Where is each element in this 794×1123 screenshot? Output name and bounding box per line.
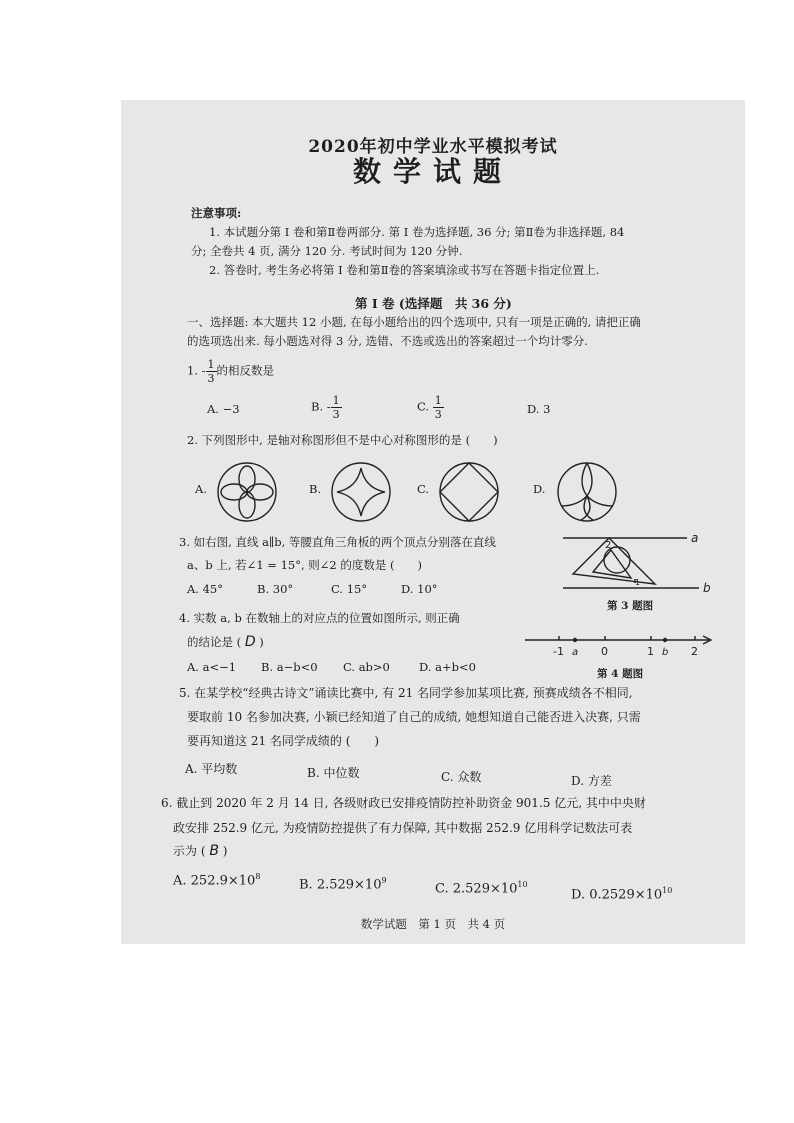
page-footer: 数学试题 第 1 页 共 4 页 <box>360 917 506 931</box>
q4-axis-a: a <box>572 647 579 658</box>
q2-option-d-label: D. <box>533 482 546 496</box>
q3-option-a: A. 45° <box>187 582 223 596</box>
q1-option-d: D. 3 <box>527 402 551 416</box>
q2-figure-b <box>329 460 393 524</box>
q1-stem-fraction <box>206 358 217 385</box>
notice-line-1b: 分; 全卷共 4 页, 满分 120 分. 考试时间为 120 分钟. <box>191 244 463 258</box>
q6-option-b <box>299 876 387 892</box>
q4-axis-b: b <box>662 647 669 658</box>
q3-option-d: D. 10° <box>401 582 438 596</box>
q1-option-c <box>417 394 444 421</box>
section-title: 第 I 卷 (选择题 共 36 分) <box>355 296 512 311</box>
q2-option-c-label: C. <box>417 482 430 496</box>
q1-stem-sign: - <box>201 363 206 378</box>
q1-stem-denominator: 3 <box>207 372 215 385</box>
q1-option-b <box>311 394 342 421</box>
q1-stem <box>187 358 274 385</box>
exam-main-title: 数学试题 <box>352 155 513 188</box>
q6-option-a-base: A. 252.9×10 <box>173 873 256 889</box>
q4-fig-caption: 第 4 题图 <box>597 668 644 680</box>
q5-option-d: D. 方差 <box>571 774 612 788</box>
q3-line-1: 3. 如右图, 直线 a∥b, 等腰直角三角板的两个顶点分别落在直线 <box>179 535 496 549</box>
q6-option-c <box>435 880 528 896</box>
q6-option-a <box>173 872 260 888</box>
q4-option-b: B. a−b<0 <box>261 660 318 674</box>
q1-stem-numerator: 1 <box>207 358 215 371</box>
notice-line-1a: 1. 本试题分第 I 卷和第Ⅱ卷两部分. 第 I 卷为选择题, 36 分; 第Ⅱ卷为非选择题, 84 <box>209 225 625 239</box>
q1-option-a: A. −3 <box>207 402 240 416</box>
q4-option-d: D. a+b<0 <box>419 660 476 674</box>
q6-option-b-exponent: 9 <box>381 876 387 885</box>
q1-stem-text: 的相反数是 <box>216 363 275 378</box>
q2-figure-a <box>215 460 279 524</box>
q6-line-3 <box>173 842 227 859</box>
q5-line-2: 要取前 10 名参加决赛, 小颖已经知道了自己的成绩, 她想知道自己能否进入决赛, 只需 <box>187 710 641 724</box>
q2-figure-c <box>437 460 501 524</box>
q1-option-b-fraction <box>331 394 342 421</box>
q1-option-c-fraction <box>433 394 444 421</box>
q4-handwritten-answer: D <box>244 634 256 650</box>
q3-fig-caption: 第 3 题图 <box>607 600 654 612</box>
q6-option-b-base: B. 2.529×10 <box>299 877 382 893</box>
q1-option-b-label: B. <box>311 399 324 414</box>
exam-year-title: 2020年初中学业水平模拟考试 <box>308 137 558 157</box>
q4-axis-minus-1: -1 <box>553 645 564 658</box>
q3-fig-line-b: b <box>703 581 711 595</box>
q2-figure-d <box>555 460 619 524</box>
q3-fig-line-a: a <box>691 531 699 545</box>
q6-line-3-post: ) <box>222 844 228 858</box>
q5-line-3: 要再知道这 21 名同学成绩的 ( ) <box>187 734 380 748</box>
q4-line-2 <box>187 634 264 650</box>
q4-axis-1: 1 <box>647 645 654 658</box>
q6-line-2: 政安排 252.9 亿元, 为疫情防控提供了有力保障, 其中数据 252.9 亿用科学记数法可表 <box>173 821 633 835</box>
q4-point-b <box>663 638 667 642</box>
q1-option-c-numerator: 1 <box>434 394 442 407</box>
q1-option-c-label: C. <box>417 399 430 414</box>
section-intro-b: 的选项选出来. 每小题选对得 3 分, 选错、不选或选出的答案超过一个均计零分. <box>187 334 588 348</box>
q6-line-1: 6. 截止到 2020 年 2 月 14 日, 各级财政已安排疫情防控补助资金 901.5 亿元, 其中中央财 <box>161 796 646 810</box>
q5-option-b: B. 中位数 <box>307 766 360 780</box>
q3-option-c: C. 15° <box>331 582 368 596</box>
q5-line-1: 5. 在某学校“经典古诗文”诵读比赛中, 有 21 名同学参加某项比赛, 预赛成绩各不相同, <box>179 686 633 700</box>
q4-axis-2: 2 <box>691 645 698 658</box>
q2-stem: 2. 下列图形中, 是轴对称图形但不是中心对称图形的是 ( ) <box>187 433 498 447</box>
q5-option-c: C. 众数 <box>441 770 482 784</box>
q6-option-d <box>571 886 672 902</box>
q6-option-a-exponent: 8 <box>255 872 261 881</box>
q4-point-a <box>573 638 577 642</box>
q6-option-d-exponent: 10 <box>662 886 673 895</box>
q3-line-2: a、b 上, 若∠1 = 15°, 则∠2 的度数是 ( ) <box>187 558 423 572</box>
q1-option-b-sign: - <box>326 399 331 414</box>
q4-line-1: 4. 实数 a, b 在数轴上的对应点的位置如图所示, 则正确 <box>179 611 460 625</box>
q1-number: 1. <box>187 363 198 378</box>
q4-axis-0: 0 <box>601 645 608 658</box>
q1-option-c-denominator: 3 <box>434 408 442 421</box>
exam-paper <box>121 100 745 944</box>
q3-option-b: B. 30° <box>257 582 294 596</box>
q4-line-2-post: ) <box>259 635 264 649</box>
q5-option-a: A. 平均数 <box>185 762 238 776</box>
notice-heading: 注意事项: <box>191 206 242 220</box>
q3-fig-angle-2: 2 <box>605 540 612 551</box>
q6-option-c-exponent: 10 <box>517 880 528 889</box>
q4-option-c: C. ab>0 <box>343 660 390 674</box>
q1-option-b-numerator: 1 <box>332 394 340 407</box>
section-intro-a: 一、选择题: 本大题共 12 小题, 在每小题给出的四个选项中, 只有一项是正确的, 请把正确 <box>187 315 641 329</box>
q4-line-2-pre: 的结论是 ( <box>187 635 242 649</box>
q6-option-c-base: C. 2.529×10 <box>435 881 518 897</box>
q6-line-3-pre: 示为 ( <box>173 844 206 858</box>
q4-number-line <box>521 630 717 664</box>
q3-fig-angle-1: 1 <box>635 578 641 587</box>
q6-option-d-base: D. 0.2529×10 <box>571 887 663 903</box>
notice-line-2: 2. 答卷时, 考生务必将第 I 卷和第Ⅱ卷的答案填涂或书写在答题卡指定位置上. <box>209 263 600 277</box>
q2-option-b-label: B. <box>309 482 322 496</box>
q6-handwritten-answer: B <box>209 843 219 859</box>
q4-option-a: A. a<−1 <box>187 660 237 674</box>
q2-option-a-label: A. <box>195 482 207 496</box>
q3-figure <box>559 528 719 598</box>
q1-option-b-denominator: 3 <box>332 408 340 421</box>
